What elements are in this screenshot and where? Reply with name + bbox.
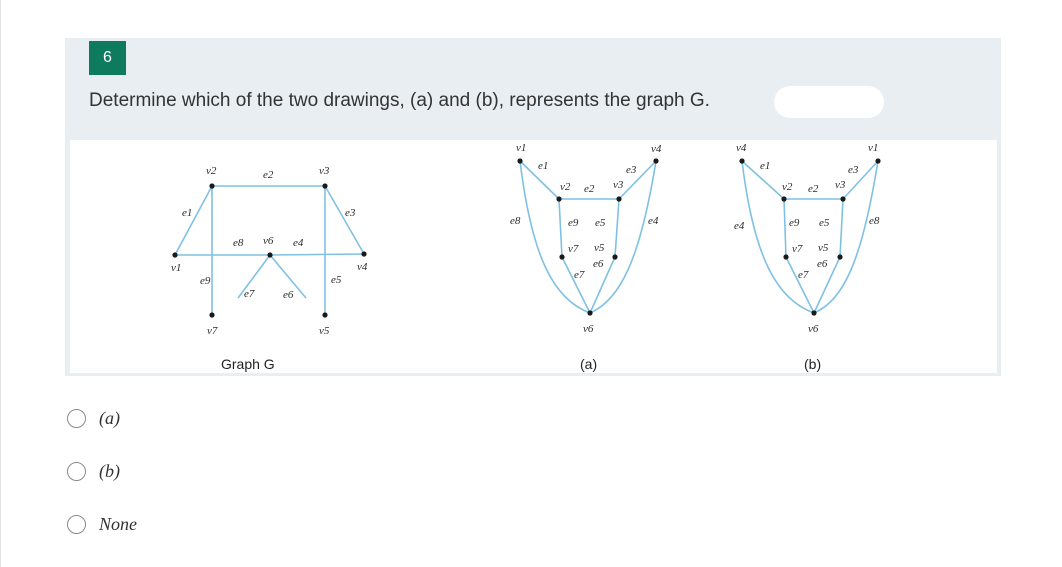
graph-g (171, 165, 368, 372)
drawing-a (510, 142, 662, 372)
drawing-b-vertex (739, 158, 744, 163)
drawing-b-vertex-label: v4 (736, 142, 747, 154)
drawing-a-edge-label: e7 (574, 269, 585, 281)
answer-option-none[interactable] (67, 514, 137, 535)
radio-button[interactable] (67, 462, 86, 481)
graph-drawings (70, 140, 997, 373)
drawing-a-edge-label: e4 (648, 215, 659, 227)
drawing-b-vertex (783, 254, 788, 259)
drawing-b-edge-label: e1 (760, 160, 771, 172)
drawing-a-vertex-label: v7 (568, 243, 579, 255)
page-border (0, 0, 1, 567)
drawing-b-vertex (840, 196, 845, 201)
graph-g-vertex-label: v2 (206, 165, 217, 177)
drawing-b-edge-label: e8 (869, 215, 880, 227)
drawing-a-vertex-label: v5 (594, 242, 605, 254)
graph-g-vertex-label: v5 (319, 325, 330, 337)
drawing-a-vertex (517, 158, 522, 163)
graph-g-vertex-label: v1 (171, 262, 182, 274)
answer-option-a[interactable] (67, 408, 120, 429)
drawing-a-vertex (559, 254, 564, 259)
drawing-b-edge (784, 199, 786, 257)
option-label: (a) (99, 408, 120, 428)
question-text: Determine which of the two drawings, (a) and (b), represents the graph G. (89, 90, 710, 111)
drawing-b-edge-label: e2 (808, 183, 819, 195)
drawing-a-vertex (653, 158, 658, 163)
drawing-a-caption: (a) (580, 356, 598, 372)
drawing-a-vertex-label: v1 (516, 142, 527, 154)
drawing-b-edge-label: e3 (848, 164, 859, 176)
drawing-b-edge-label: e5 (819, 217, 830, 229)
drawing-a-edge (615, 199, 619, 257)
drawing-b-caption: (b) (804, 356, 822, 372)
graph-g-edge-label: e6 (283, 289, 294, 301)
graph-g-edge (270, 254, 364, 255)
graph-g-edge-label: e3 (345, 207, 356, 219)
graph-g-vertex-label: v3 (319, 165, 330, 177)
drawing-b-vertex (811, 310, 816, 315)
drawing-a-edge-label: e9 (568, 217, 579, 229)
drawing-b-vertex-label: v7 (792, 243, 803, 255)
graph-g-vertex-label: v6 (263, 235, 274, 247)
drawing-a-edge-label: e8 (510, 215, 521, 227)
graph-g-edge-label: e5 (331, 274, 342, 286)
graph-g-vertex (267, 252, 272, 257)
drawing-b-vertex-label: v3 (835, 179, 846, 191)
graph-g-vertex (209, 183, 214, 188)
drawing-a-edge (562, 257, 590, 313)
drawing-a-edge (520, 161, 590, 313)
graph-g-edge-label: e9 (200, 275, 211, 287)
drawing-b-vertex-label: v6 (808, 323, 819, 335)
radio-button[interactable] (67, 409, 86, 428)
drawing-b-edge-label: e4 (734, 220, 745, 232)
drawing-a-vertex-label: v3 (613, 179, 624, 191)
graph-g-vertex-label: v4 (357, 261, 368, 273)
drawing-a-edge-label: e6 (593, 258, 604, 270)
redaction-mark (774, 86, 884, 118)
drawing-a-vertex (556, 196, 561, 201)
radio-button[interactable] (67, 515, 86, 534)
drawing-a-edge (559, 199, 562, 257)
graph-g-vertex-label: v7 (207, 325, 218, 337)
drawing-a-vertex-label: v4 (651, 143, 662, 155)
drawing-b-vertex (875, 158, 880, 163)
drawing-a-edge-label: e2 (584, 183, 595, 195)
drawing-b-vertex-label: v5 (818, 242, 829, 254)
drawing-b-edge-label: e9 (789, 217, 800, 229)
option-label: (b) (99, 461, 120, 481)
drawing-b-vertex (781, 196, 786, 201)
graph-g-caption: Graph G (221, 356, 275, 372)
drawing-b-edge-label: e6 (817, 258, 828, 270)
question-figure (70, 140, 997, 373)
graph-g-edge (325, 186, 364, 254)
drawing-a-edge-label: e1 (538, 160, 549, 172)
drawing-a-vertex (616, 196, 621, 201)
graph-g-edge-label: e2 (263, 169, 274, 181)
graph-g-vertex (209, 312, 214, 317)
graph-g-edge-label: e1 (182, 207, 193, 219)
drawing-b (734, 142, 881, 372)
graph-g-vertex (361, 251, 366, 256)
drawing-b-vertex-label: v1 (868, 142, 879, 154)
drawing-b-vertex-label: v2 (782, 181, 793, 193)
graph-g-vertex (322, 183, 327, 188)
drawing-b-edge (814, 161, 878, 313)
drawing-a-vertex (612, 254, 617, 259)
drawing-a-edge-label: e3 (626, 164, 637, 176)
graph-g-vertex (172, 252, 177, 257)
option-label: None (99, 514, 137, 534)
graph-g-edge (175, 186, 212, 255)
drawing-a-edge-label: e5 (595, 217, 606, 229)
graph-g-edge-label: e7 (244, 288, 255, 300)
answer-option-b[interactable] (67, 461, 120, 482)
drawing-b-edge-label: e7 (798, 269, 809, 281)
graph-g-edge-label: e4 (293, 237, 304, 249)
drawing-b-vertex (837, 254, 842, 259)
drawing-a-vertex-label: v2 (560, 181, 571, 193)
question-number-badge: 6 (89, 41, 126, 75)
drawing-b-edge (840, 199, 843, 257)
graph-g-vertex (322, 312, 327, 317)
drawing-b-edge (786, 257, 814, 313)
graph-g-edge-label: e8 (233, 237, 244, 249)
drawing-a-vertex (587, 310, 592, 315)
drawing-a-vertex-label: v6 (583, 323, 594, 335)
